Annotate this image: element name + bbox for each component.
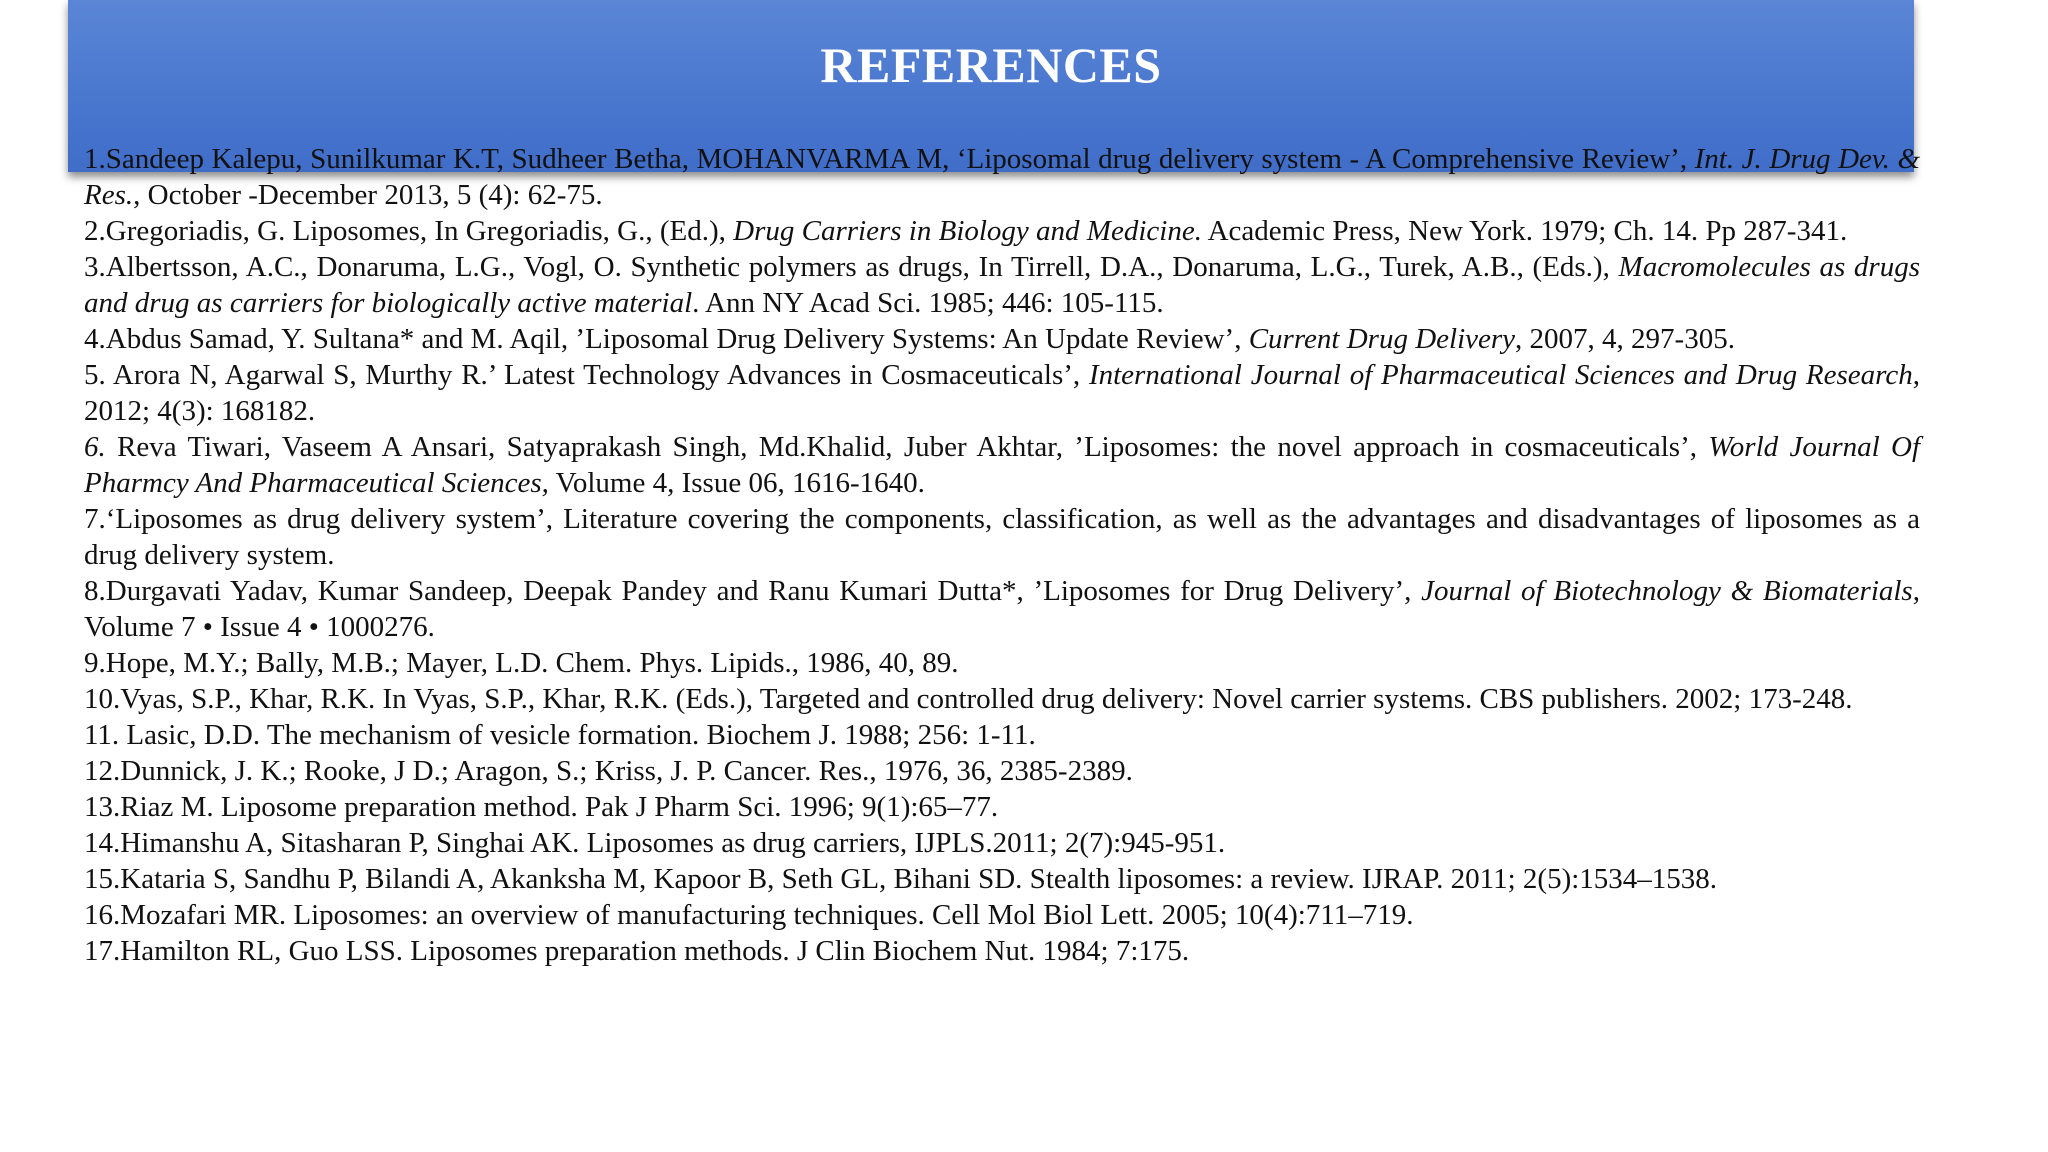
reference-item [84,249,1920,321]
reference-item [84,645,1920,681]
reference-text: 4.Abdus Samad, Y. Sultana* and M. Aqil, ’Liposomal Drug Delivery Systems: An Update Review’, [84,323,1249,355]
reference-item [84,321,1920,357]
reference-text: , October -December 2013, 5 (4): 62-75. [133,179,603,211]
reference-item [84,861,1920,897]
reference-item [84,897,1920,933]
reference-item [84,933,1920,969]
reference-text: , 2007, 4, 297-305. [1515,323,1735,355]
reference-journal: Macromolecules as drugs and drug as carriers for biologically active material [84,251,1920,319]
reference-text: Academic Press, New York. 1979; Ch. 14. Pp 287-341. [1201,215,1848,247]
reference-text: 1.Sandeep Kalepu, Sunilkumar K.T, Sudheer Betha, MOHANVARMA M, ‘Liposomal drug delivery system - A Comprehensive Review’, [84,143,1695,175]
reference-text: 3.Albertsson, A.C., Donaruma, L.G., Vogl, O. Synthetic polymers as drugs, In Tirrell, D.A., Donaruma, L.G., Turek, A.B., (Eds.), [84,251,1619,283]
reference-item [84,753,1920,789]
reference-item [84,717,1920,753]
reference-text: 10.Vyas, S.P., Khar, R.K. In Vyas, S.P., Khar, R.K. (Eds.), Targeted and controlled drug delivery: Novel carrier systems. CBS publishers. 2002; 173-248. [84,683,1853,715]
reference-text: 8.Durgavati Yadav, Kumar Sandeep, Deepak Pandey and Ranu Kumari Dutta*, ’Liposomes for Drug Delivery’, [84,575,1422,607]
reference-item [84,357,1920,429]
reference-text: 17.Hamilton RL, Guo LSS. Liposomes preparation methods. J Clin Biochem Nut. 1984; 7:175. [84,935,1190,967]
reference-journal: Int. J. Drug Dev. & Res. [84,143,1921,211]
reference-text: Volume 4, Issue 06, 1616-1640. [548,467,925,499]
reference-item [84,213,1920,249]
reference-item [84,573,1920,645]
reference-item [84,825,1920,861]
reference-text: 2.Gregoriadis, G. Liposomes, In Gregoriadis, G., (Ed.), [84,215,734,247]
reference-text: 16.Mozafari MR. Liposomes: an overview of manufacturing techniques. Cell Mol Biol Lett. 2005; 10(4):711–719. [84,899,1414,931]
reference-item [84,141,1920,213]
reference-journal: World Journal Of Pharmcy And Pharmaceutical Sciences, [84,431,1920,499]
reference-text: Reva Tiwari, Vaseem A Ansari, Satyaprakash Singh, Md.Khalid, Juber Akhtar, ’Liposomes: the novel approach in cosmaceuticals’, [105,431,1709,463]
reference-text: 9.Hope, M.Y.; Bally, M.B.; Mayer, L.D. Chem. Phys. Lipids., 1986, 40, 89. [84,647,959,679]
reference-text: 11. Lasic, D.D. The mechanism of vesicle formation. Biochem J. 1988; 256: 1-11. [84,719,1036,751]
reference-journal: Current Drug Delivery [1248,323,1516,355]
reference-text: 12.Dunnick, J. K.; Rooke, J D.; Aragon, S.; Kriss, J. P. Cancer. Res., 1976, 36, 2385-2389. [84,755,1133,787]
reference-text: , Volume 7 • Issue 4 • 1000276. [84,575,1920,643]
reference-journal: Drug Carriers in Biology and Medicine. [733,215,1202,247]
reference-number: 6. [84,431,106,463]
reference-journal: Journal of Biotechnology & Biomaterials [1421,575,1913,607]
slide-title: REFERENCES [820,37,1162,93]
reference-item [84,681,1920,717]
reference-text: 13.Riaz M. Liposome preparation method. Pak J Pharm Sci. 1996; 9(1):65–77. [84,791,999,823]
reference-text: 5. Arora N, Agarwal S, Murthy R.’ Latest Technology Advances in Cosmaceuticals’, [84,359,1089,391]
reference-text: . Ann NY Acad Sci. 1985; 446: 105-115. [692,287,1164,319]
reference-journal: International Journal of Pharmaceutical Sciences and Drug Research [1088,359,1913,391]
reference-list [84,141,1920,969]
reference-item [84,429,1920,501]
reference-text: 14.Himanshu A, Sitasharan P, Singhai AK. Liposomes as drug carriers, IJPLS.2011; 2(7):945-951. [84,827,1226,859]
reference-text: 7.‘Liposomes as drug delivery system’, Literature covering the components, classification, as well as the advantages and disadvantages of liposomes as a drug delivery system. [84,503,1920,571]
reference-item [84,789,1920,825]
reference-text: 15.Kataria S, Sandhu P, Bilandi A, Akanksha M, Kapoor B, Seth GL, Bihani SD. Stealth liposomes: a review. IJRAP. 2011; 2(5):1534–1538. [84,863,1718,895]
reference-text: , 2012; 4(3): 168182. [84,359,1920,427]
reference-item [84,501,1920,573]
